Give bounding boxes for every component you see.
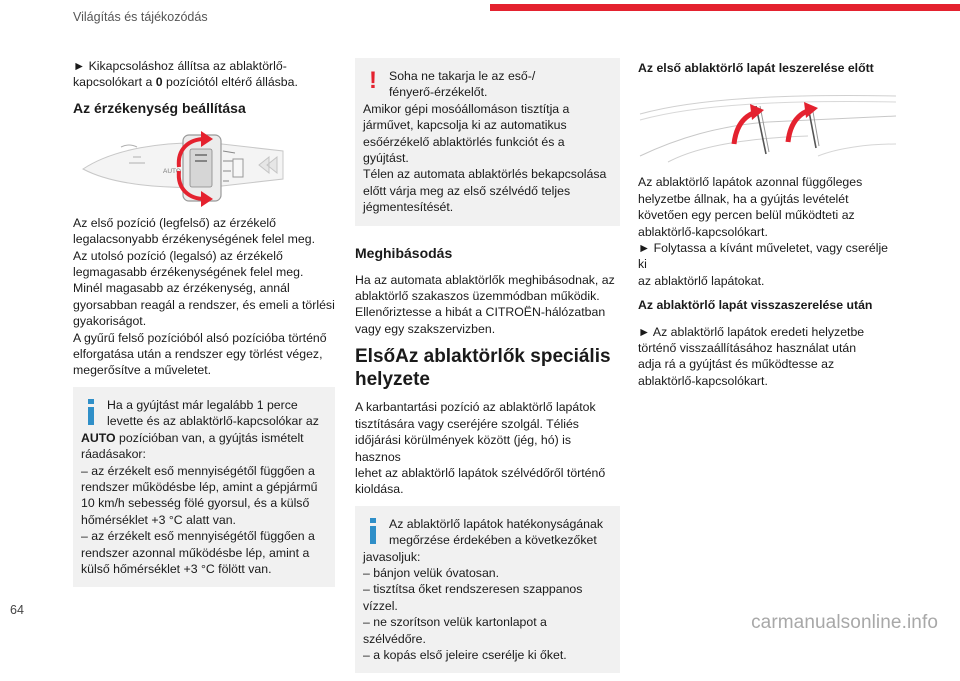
note-line: előtt várja meg az első szélvédő teljes (363, 183, 571, 198)
note-line: – ne szorítson velük kartonlapot a (363, 615, 547, 630)
wiper-blades-figure (638, 86, 900, 164)
note-line: szélvédőre. (363, 631, 426, 646)
info-note-blade-care (355, 506, 620, 674)
heading-before-removal: Az első ablaktörlő lapát leszerelése előtt (638, 61, 874, 75)
instruction-line: kapcsolókart a (73, 75, 156, 90)
note-line: külső hőmérséklet +3 °C fölött van. (81, 561, 272, 576)
text-line: A karbantartási pozíció az ablaktörlő lapátok (355, 400, 596, 415)
special-position-description (355, 399, 620, 497)
note-line: járművet, kapcsolja ki az automatikus (363, 118, 567, 133)
before-removal-description (638, 174, 900, 289)
note-line: megőrzése érdekében a következőket (389, 533, 597, 548)
note-line: – az érzékelt eső mennyiségétől függően a (81, 529, 315, 544)
wiper-stalk-illustration (73, 127, 335, 209)
note-line: Az ablaktörlő lapátok hatékonyságának (389, 516, 603, 531)
info-icon (365, 516, 381, 544)
text-line: gyorsabban reagál a rendszer, és emeli a törlési (73, 297, 335, 312)
text-line: Az utolsó pozíció (legalsó) az érzékelő (73, 248, 283, 263)
page-header-title: Világítás és tájékozódás (73, 10, 208, 24)
info-icon (83, 397, 99, 425)
text-line: ► Az ablaktörlő lapátok eredeti helyzetbe (638, 324, 865, 339)
column-2 (355, 58, 620, 681)
text-line: adja rá a gyújtást és működtesse az (638, 357, 835, 372)
note-line: jégmentesítését. (363, 200, 454, 215)
heading-sensitivity: Az érzékenység beállítása (73, 99, 246, 116)
info-note-ignition (73, 387, 335, 587)
text-line: megerősítve a műveletet. (73, 363, 212, 378)
note-line: – bánjon velük óvatosan. (363, 565, 500, 580)
text-line: történő visszaállításához használat után (638, 341, 857, 356)
text-line: A gyűrű felső pozícióból alsó pozícióba történő (73, 330, 327, 345)
text-line: Ellenőriztesse a hibát a CITROËN-hálózatban (355, 305, 606, 320)
text-line: Ha az automata ablaktörlők meghibásodnak, az (355, 272, 615, 287)
note-line: ráadásakor: (81, 447, 146, 462)
note-line: fényerő-érzékelőt. (389, 85, 488, 100)
text-line: ► Folytassa a kívánt műveletet, vagy cserélje ki (638, 241, 889, 272)
note-line: hőmérséklet +3 °C alatt van. (81, 512, 236, 527)
text-line: legmagasabb érzékenységének felel meg. (73, 265, 304, 280)
text-line: ablaktörlő-kapcsolókart. (638, 373, 768, 388)
note-line: levette és az ablaktörlő-kapcsolókar az (107, 414, 319, 429)
note-line (81, 430, 327, 446)
auto-keyword: AUTO (81, 430, 116, 445)
wiper-stalk-figure (73, 127, 335, 209)
text-line: lehet az ablaktörlő lapátok szélvédőről történő (355, 465, 606, 480)
text-line: tisztítására vagy cseréjére szolgál. Téliés (355, 416, 579, 431)
text-line: ablaktörlő szakaszos üzemmódban működik. (355, 289, 600, 304)
text-line: legalacsonyabb érzékenységének felel meg. (73, 232, 315, 247)
note-line: Amikor gépi mosóállomáson tisztítja a (363, 101, 570, 116)
after-refitting-description (638, 324, 900, 390)
note-line: javasoljuk: (363, 549, 421, 564)
text-line: követően egy percen belül működteti az (638, 208, 855, 223)
warning-exclamation-icon: ! (369, 67, 377, 94)
sensitivity-description (73, 215, 335, 379)
text-line: időjárási körülmények között (jég, hó) is hasznos (355, 433, 571, 464)
note-line: rendszer működésbe lép, amint a gépjármű (81, 479, 318, 494)
wiper-blades-illustration (638, 86, 900, 164)
heading-after-refitting: Az ablaktörlő lapát visszaszerelése után (638, 298, 873, 313)
heading-fault: Meghibásodás (355, 244, 453, 261)
text-line: elforgatása után a rendszer egy törlést végez, (73, 347, 323, 362)
note-line-part: pozícióban van, a gyújtás ismételt (115, 430, 304, 445)
text-line: gyakoriságot. (73, 314, 147, 329)
note-line: – tisztítsa őket rendszeresen szappanos (363, 582, 583, 597)
instruction-line: pozíciótól eltérő állásba. (162, 75, 298, 90)
page-number: 64 (10, 603, 24, 617)
instruction-switch-off (73, 58, 335, 91)
text-line: ablaktörlő-kapcsolókart. (638, 224, 768, 239)
text-line: az ablaktörlő lapátokat. (638, 273, 765, 288)
note-line: Ha a gyújtást már legalább 1 perce (107, 397, 298, 412)
auto-label: AUTO (163, 167, 181, 175)
instruction-line: ► Kikapcsoláshoz állítsa az ablaktörlő- (73, 59, 287, 73)
fault-description (355, 272, 620, 338)
text-line: Minél magasabb az érzékenység, annál (73, 281, 290, 296)
text-line: Az első pozíció (legfelső) az érzékelő (73, 215, 276, 230)
heading-line: ElsőAz ablaktörlők speciális (355, 346, 611, 368)
heading-line: helyzete (355, 369, 430, 391)
column-1 (73, 58, 335, 595)
warning-note-sensor (355, 58, 620, 226)
note-line: – az érzékelt eső mennyiségétől függően a (81, 463, 315, 478)
text-line: helyzetbe állnak, ha a gyújtás levételét (638, 191, 849, 206)
header-accent-bar (490, 4, 960, 11)
column-3 (638, 58, 900, 397)
note-line: – a kopás első jeleire cserélje ki őket. (363, 647, 567, 662)
text-line: Az ablaktörlő lapátok azonnal függőleges (638, 175, 863, 190)
heading-special-position (355, 345, 620, 391)
text-line: vagy egy szakszervizben. (355, 321, 496, 336)
note-line: esőérzékelő ablaktörlés funkciót és a gyújtást. (363, 134, 565, 166)
note-line: 10 km/h sebesség fölé gyorsul, és a külső (81, 496, 310, 511)
note-line: rendszer azonnal működésbe lép, amint a (81, 545, 310, 560)
note-line: Soha ne takarja le az eső-/ (389, 69, 536, 83)
watermark: carmanualsonline.info (751, 612, 938, 633)
note-line: vízzel. (363, 598, 398, 613)
note-line: Télen az automata ablaktörlés bekapcsolása (363, 167, 607, 182)
position-zero: 0 (155, 75, 163, 90)
text-line: kioldása. (355, 482, 404, 497)
